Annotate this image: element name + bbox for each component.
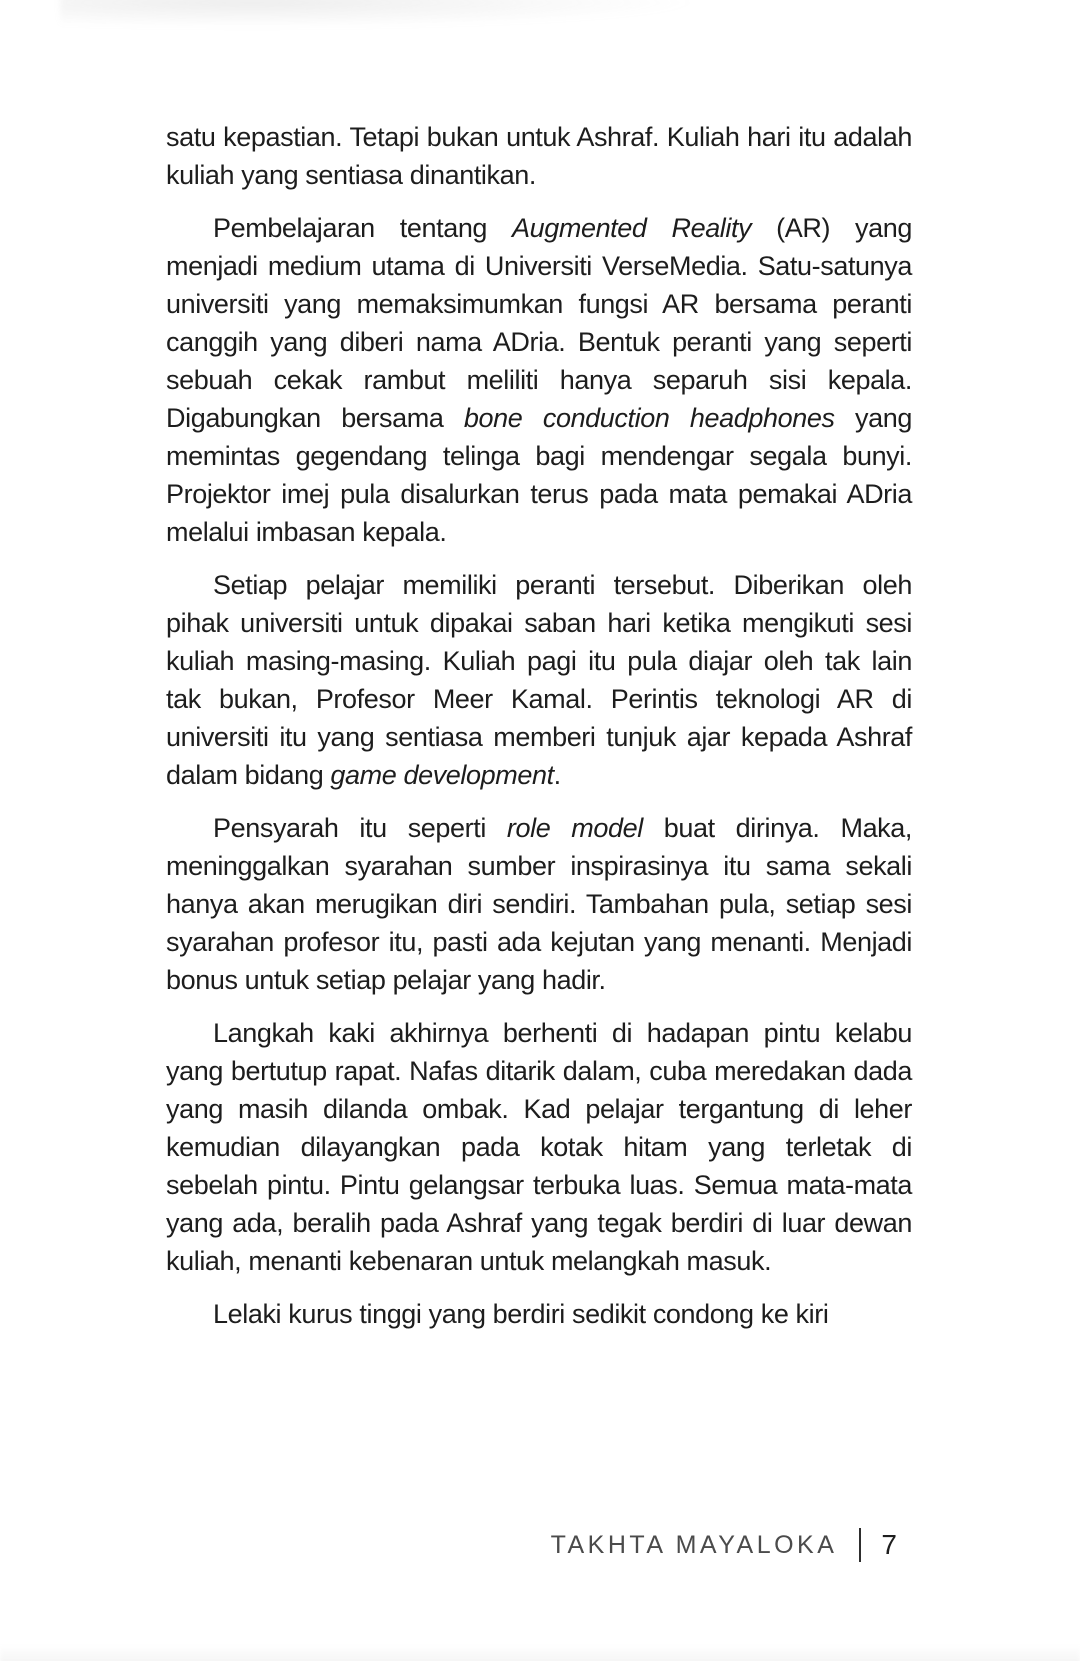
text-segment: Pensyarah itu seperti bbox=[213, 813, 507, 843]
text-segment: . bbox=[553, 760, 561, 790]
scan-artifact-top bbox=[60, 0, 700, 28]
italic-text-segment: Augmented Reality bbox=[512, 213, 752, 243]
text-segment: yang memintas gegendang telinga bagi mendengar segala bunyi. Projektor imej pula disalurkan terus pada mata pemakai ADria melalui imbasan kepala. bbox=[166, 403, 912, 547]
page-body-text bbox=[166, 118, 912, 1333]
text-segment: satu kepastian. Tetapi bukan untuk Ashraf. Kuliah hari itu adalah kuliah yang sentiasa dinantikan. bbox=[166, 122, 912, 190]
text-segment: Langkah kaki akhirnya berhenti di hadapan pintu kelabu yang bertutup rapat. Nafas ditarik dalam, cuba meredakan dada yang masih dilanda ombak. Kad pelajar tergantung di leher kemudian dilayangkan pada kotak hitam yang terletak di sebelah pintu. Pintu gelangsar terbuka luas. Semua mata-mata yang ada, beralih pada Ashraf yang tegak berdiri di luar dewan kuliah, menanti kebenaran untuk melangkah masuk. bbox=[166, 1018, 912, 1276]
footer-separator-line bbox=[859, 1528, 861, 1562]
paragraph bbox=[166, 1014, 912, 1280]
footer-book-title: TAKHTA MAYALOKA bbox=[550, 1530, 838, 1559]
footer-page-number: 7 bbox=[881, 1529, 897, 1560]
italic-text-segment: bone conduction headphones bbox=[463, 403, 835, 433]
page-footer bbox=[551, 1528, 897, 1562]
paragraph bbox=[166, 566, 912, 794]
italic-text-segment: role model bbox=[506, 813, 643, 843]
paragraph bbox=[166, 118, 912, 194]
text-segment: Setiap pelajar memiliki peranti tersebut. Diberikan oleh pihak universiti untuk dipakai saban hari ketika mengikuti sesi kuliah masing-masing. Kuliah pagi itu pula diajar oleh tak lain tak bukan, Profesor Meer Kamal. Perintis teknologi AR di universiti itu yang sentiasa memberi tunjuk ajar kepada Ashraf dalam bidang bbox=[166, 570, 912, 790]
scan-artifact-bottom bbox=[0, 1645, 1080, 1661]
paragraph bbox=[166, 1295, 912, 1333]
text-segment: Lelaki kurus tinggi yang berdiri sedikit condong ke kiri bbox=[213, 1299, 829, 1329]
text-segment: buat dirinya. Maka, meninggalkan syarahan sumber inspirasinya itu sama sekali hanya akan merugikan diri sendiri. Tambahan pula, setiap sesi syarahan profesor itu, pasti ada kejutan yang menanti. Menjadi bonus untuk setiap pelajar yang hadir. bbox=[166, 813, 913, 995]
paragraph bbox=[166, 809, 912, 999]
text-segment: Pembelajaran tentang bbox=[213, 213, 513, 243]
text-segment: (AR) yang menjadi medium utama di Universiti VerseMedia. Satu-satunya universiti yang memaksimumkan fungsi AR bersama peranti canggih yang diberi nama ADria. Bentuk peranti yang seperti sebuah cekak rambut meliliti hanya separuh sisi kepala. Digabungkan bersama bbox=[166, 213, 912, 433]
italic-text-segment: game development bbox=[330, 760, 554, 790]
paragraph bbox=[166, 209, 912, 551]
